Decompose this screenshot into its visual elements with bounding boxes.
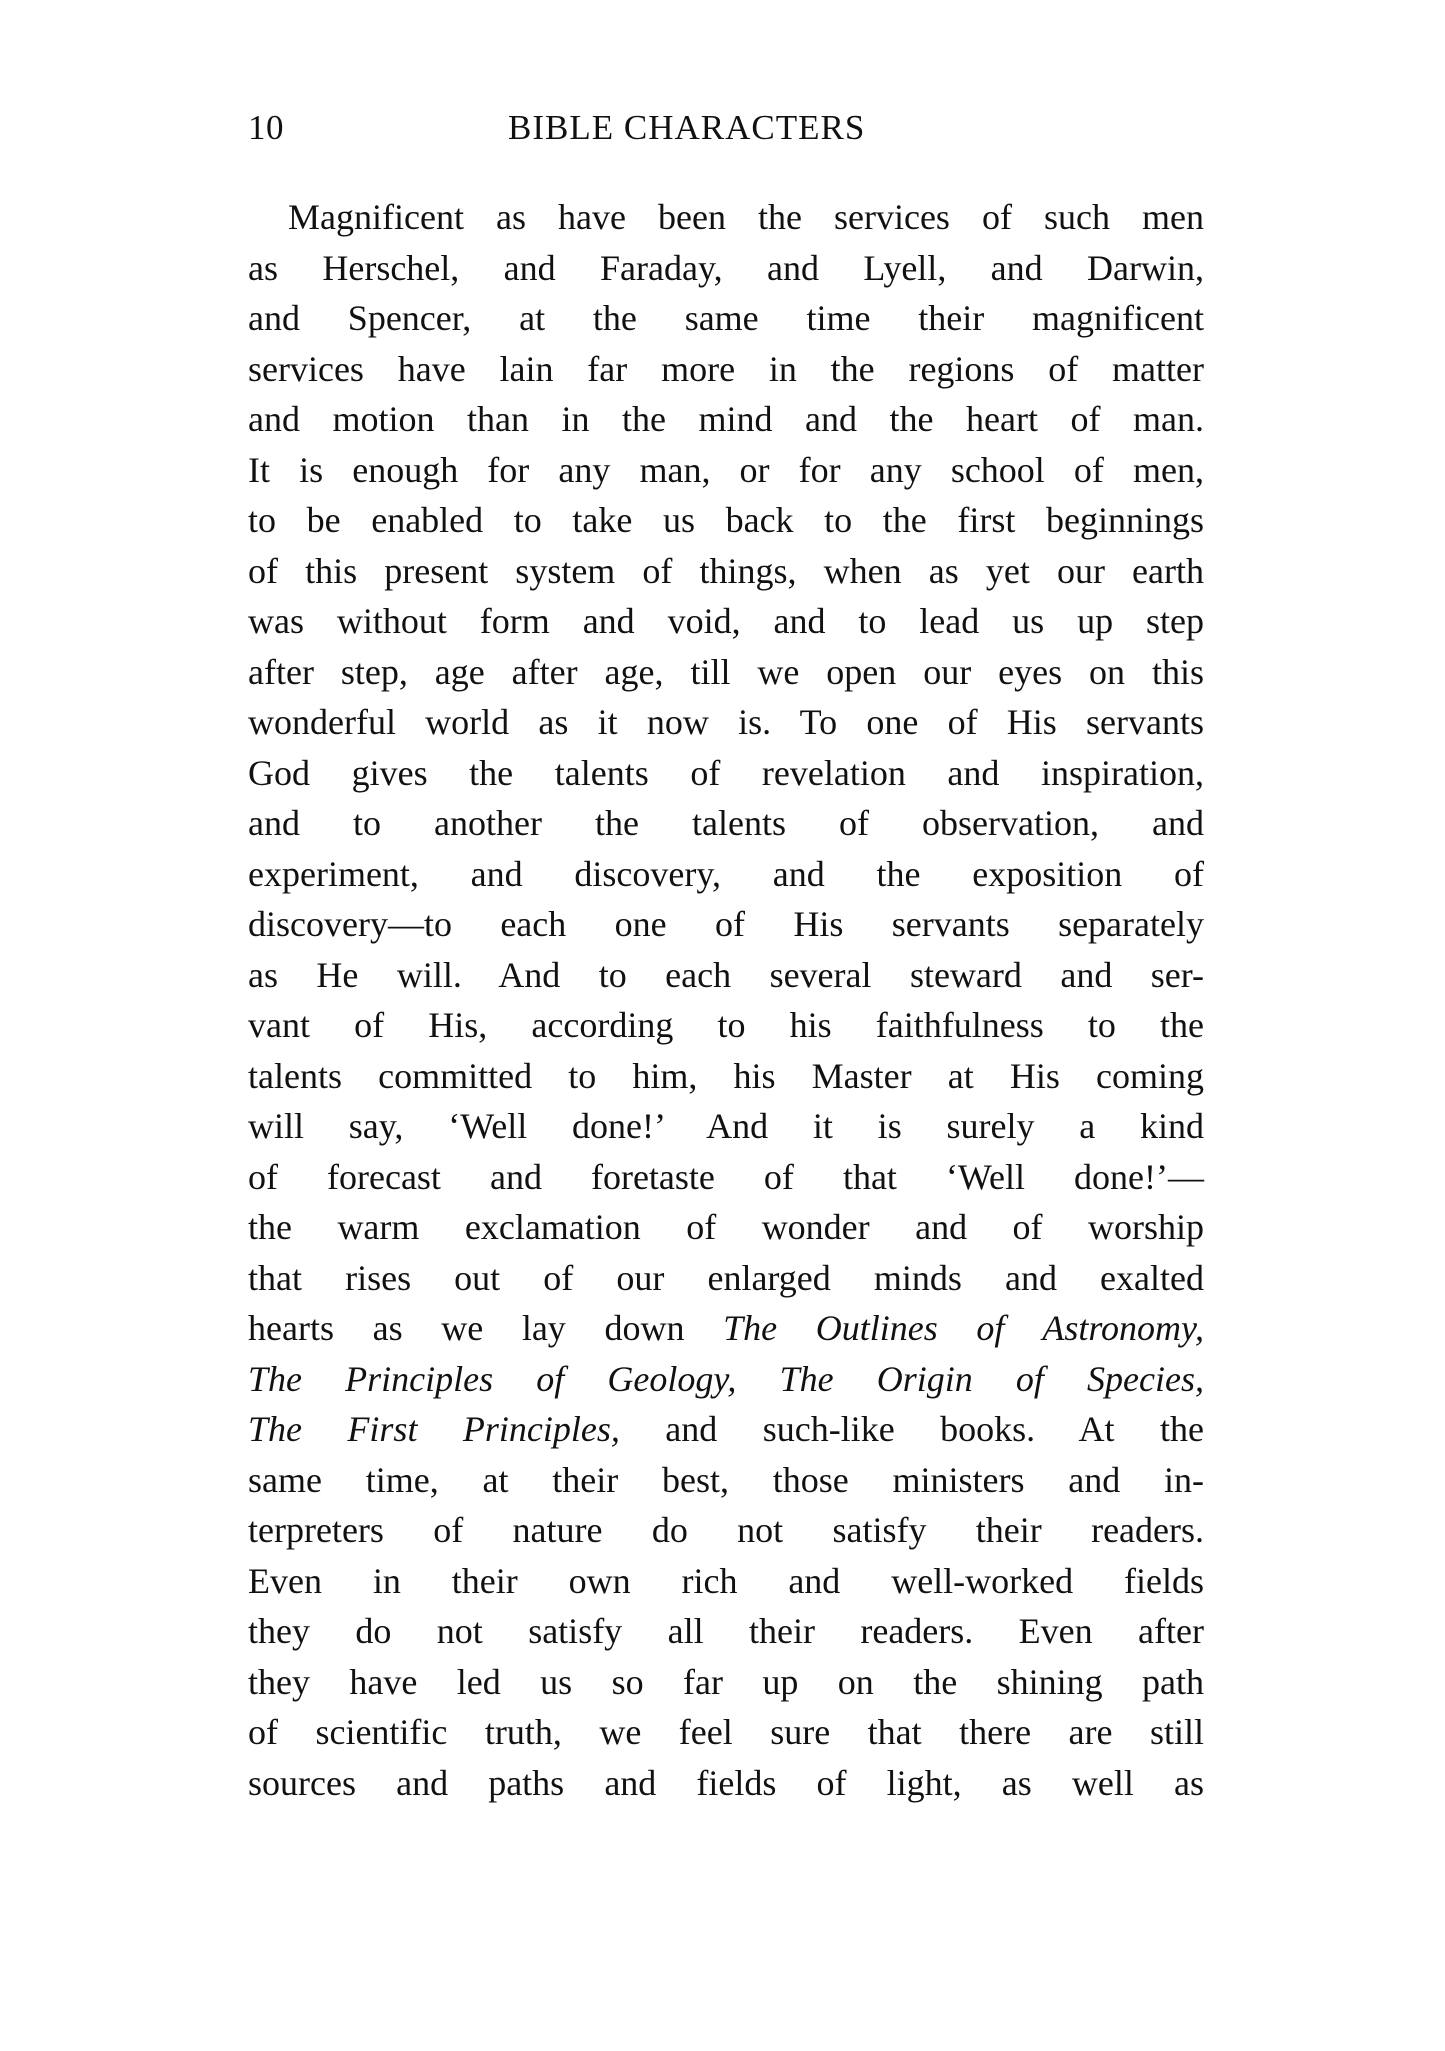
text-line: of this present system of things, when as yet our earth bbox=[248, 550, 1204, 591]
text-line: vant of His, according to his faithfulness to the bbox=[248, 1005, 1204, 1045]
line-text bbox=[736, 1359, 779, 1399]
text-line: talents committed to him, his Master at His coming bbox=[248, 1055, 1204, 1096]
text-line: they do not satisfy all their readers. Even after bbox=[248, 1611, 1204, 1651]
book-title: The Principles of Geology, bbox=[248, 1358, 737, 1399]
text-line: sources and paths and fields of light, as well as bbox=[248, 1762, 1204, 1803]
text-line: God gives the talents of revelation and inspiration, bbox=[248, 752, 1204, 793]
text-line: after step, age after age, till we open our eyes on this bbox=[248, 651, 1204, 692]
text-line: services have lain far more in the regions of matter bbox=[248, 348, 1204, 389]
line-text: hearts as we lay down bbox=[248, 1308, 724, 1348]
text-line: as He will. And to each several steward and ser- bbox=[248, 954, 1204, 995]
running-title: BIBLE CHARACTERS bbox=[508, 108, 866, 147]
book-title: The First Principles, bbox=[248, 1409, 620, 1449]
text-line: and Spencer, at the same time their magnificent bbox=[248, 298, 1204, 338]
text-line: Magnificent as have been the services of such men bbox=[288, 197, 1204, 237]
book-title: The Outlines of Astronomy, bbox=[723, 1308, 1204, 1348]
text-line-with-title bbox=[248, 1303, 1204, 1354]
text-line: discovery—to each one of His servants separately bbox=[248, 904, 1204, 944]
body-paragraph bbox=[248, 192, 1204, 1808]
text-line: was without form and void, and to lead us up step bbox=[248, 601, 1204, 641]
text-line: to be enabled to take us back to the first beginnings bbox=[248, 500, 1204, 540]
text-line: experiment, and discovery, and the exposition of bbox=[248, 853, 1204, 894]
text-line: wonderful world as it now is. To one of His servants bbox=[248, 702, 1204, 742]
text-line: and motion than in the mind and the heart of man. bbox=[248, 399, 1204, 439]
text-line-with-titles bbox=[248, 1354, 1204, 1405]
line-text: and such-like books. At the bbox=[619, 1409, 1204, 1449]
text-line: and to another the talents of observation, and bbox=[248, 803, 1204, 843]
text-line: of forecast and foretaste of that ‘Well done!’— bbox=[248, 1156, 1204, 1197]
text-line: It is enough for any man, or for any school of men, bbox=[248, 449, 1204, 490]
text-line: the warm exclamation of wonder and of worship bbox=[248, 1207, 1204, 1247]
text-line-with-title bbox=[248, 1404, 1204, 1455]
text-line: as Herschel, and Faraday, and Lyell, and Darwin, bbox=[248, 247, 1204, 288]
text-line: will say, ‘Well done!’ And it is surely a kind bbox=[248, 1106, 1204, 1146]
book-title: The Origin of Species, bbox=[779, 1358, 1205, 1399]
text-line: that rises out of our enlarged minds and exalted bbox=[248, 1257, 1204, 1298]
text-line: of scientific truth, we feel sure that there are still bbox=[248, 1712, 1204, 1752]
page-number: 10 bbox=[248, 108, 284, 147]
text-line: they have led us so far up on the shining path bbox=[248, 1661, 1204, 1702]
text-line: Even in their own rich and well-worked fields bbox=[248, 1560, 1204, 1601]
running-head bbox=[248, 108, 1204, 158]
text-line: terpreters of nature do not satisfy their readers. bbox=[248, 1510, 1204, 1550]
text-line: same time, at their best, those ministers and in- bbox=[248, 1459, 1204, 1500]
